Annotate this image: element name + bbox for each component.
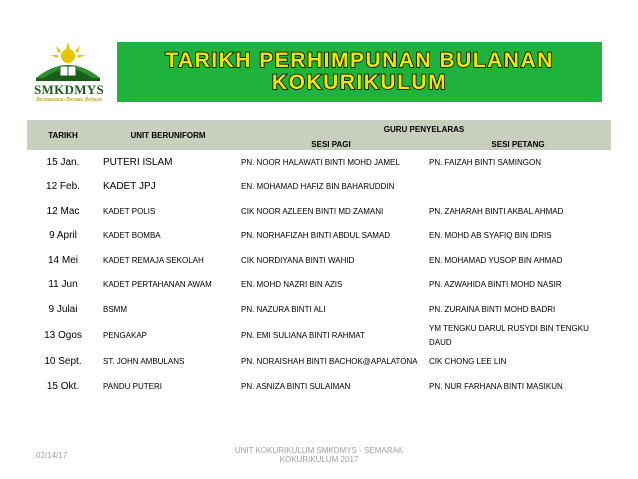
header-morning-session: SESI PAGI bbox=[237, 138, 425, 150]
cell-unit: PENGAKAP bbox=[103, 331, 148, 340]
cell-date: 13 Ogos bbox=[44, 330, 82, 341]
table-row bbox=[27, 297, 611, 322]
cell-morning-teacher: PN. ASNIZA BINTI SULAIMAN bbox=[241, 381, 351, 391]
cell-date: 9 Julai bbox=[48, 303, 78, 315]
cell-date: 9 April bbox=[49, 230, 77, 242]
cell-morning-teacher: PN. EMI SULIANA BINTI RAHMAT bbox=[241, 331, 365, 340]
cell-morning-teacher: PN. NORHAFIZAH BINTI ABDUL SAMAD bbox=[241, 231, 391, 241]
cell-unit: KADET BOMBA bbox=[103, 231, 161, 241]
school-logo bbox=[30, 40, 106, 104]
cell-date: 10 Sept. bbox=[44, 356, 82, 368]
cell-afternoon-teacher: YM TENGKU DARUL RUSYDI BIN TENGKU DAUD bbox=[429, 323, 589, 347]
cell-unit: KADET POLIS bbox=[103, 206, 156, 216]
cell-morning-teacher: PN. NOOR HALAWATI BINTI MOHD JAMEL bbox=[241, 157, 400, 167]
cell-morning-teacher: CIK NOOR AZLEEN BINTI MD ZAMANI bbox=[241, 206, 384, 216]
banner-title-line2: KOKURIKULUM bbox=[271, 71, 448, 94]
cell-morning-teacher: PN. NORAISHAH BINTI BACHOK@APALATONA bbox=[241, 356, 418, 366]
cell-morning-teacher: EN. MOHAMAD HAFIZ BIN BAHARUDDIN bbox=[241, 182, 395, 192]
school-crest-icon bbox=[30, 40, 106, 84]
cell-afternoon-teacher bbox=[425, 175, 611, 200]
cell-unit: PANDU PUTERI bbox=[103, 381, 162, 391]
cell-date: 14 Mei bbox=[47, 254, 78, 266]
cell-afternoon-teacher: PN. ZAHARAH BINTI AKBAL AHMAD bbox=[429, 206, 564, 216]
cell-afternoon-teacher: PN. ZURAINA BINTI MOHD BADRI bbox=[429, 304, 556, 314]
cell-unit: KADET REMAJA SEKOLAH bbox=[103, 255, 204, 265]
table-row bbox=[27, 350, 611, 375]
cell-date: 15 Jan. bbox=[46, 156, 80, 168]
cell-unit: PUTERI ISLAM bbox=[103, 156, 173, 168]
cell-unit: KADET JPJ bbox=[103, 181, 156, 193]
table-row bbox=[27, 150, 611, 175]
cell-date: 11 Jun bbox=[48, 279, 78, 291]
cell-date: 15 Okt. bbox=[46, 380, 80, 392]
schedule-table bbox=[27, 120, 611, 399]
table-row bbox=[27, 273, 611, 298]
table-row bbox=[27, 199, 611, 224]
cell-afternoon-teacher: PN. AZWAHIDA BINTI MOHD NASIR bbox=[429, 280, 562, 290]
table-row bbox=[27, 374, 611, 399]
header-unit: UNIT BERUNIFORM bbox=[99, 120, 237, 150]
table-row bbox=[27, 322, 611, 350]
cell-date: 12 Feb. bbox=[46, 181, 80, 193]
cell-unit: BSMM bbox=[103, 304, 127, 314]
footer-date: 02/14/17 bbox=[36, 451, 68, 460]
cell-afternoon-teacher: PN. NUR FARHANA BINTI MASIKUN bbox=[429, 381, 563, 391]
footer-title: UNIT KOKURIKULUM SMKDMYS - SEMARAK KOKURIKULUM 2017 bbox=[234, 446, 404, 464]
cell-morning-teacher: PN. NAZURA BINTI ALI bbox=[241, 304, 326, 314]
table-row bbox=[27, 175, 611, 200]
cell-morning-teacher: CIK NORDIYANA BINTI WAHID bbox=[241, 255, 355, 265]
school-motto: Berwawasan Bersatu Berjaya bbox=[36, 97, 102, 103]
banner-title-line1: TARIKH PERHIMPUNAN BULANAN bbox=[165, 49, 554, 72]
school-brand-name: SMKDMYS bbox=[34, 82, 104, 97]
cell-date: 12 Mac bbox=[46, 205, 80, 217]
header-teachers: GURU PENYELARAS bbox=[237, 120, 611, 138]
cell-afternoon-teacher: EN. MOHD AB SYAFIQ BIN IDRIS bbox=[429, 231, 552, 241]
title-banner bbox=[117, 42, 602, 102]
cell-afternoon-teacher: PN. FAIZAH BINTI SAMINGON bbox=[429, 157, 542, 167]
cell-afternoon-teacher: EN. MOHAMAD YUSOP BIN AHMAD bbox=[429, 255, 563, 265]
cell-unit: KADET PERTAHANAN AWAM bbox=[103, 280, 212, 290]
cell-afternoon-teacher: CIK CHONG LEE LIN bbox=[429, 357, 507, 367]
table-header-row bbox=[27, 120, 611, 138]
cell-morning-teacher: EN. MOHD NAZRI BIN AZIS bbox=[241, 280, 343, 290]
cell-unit: ST. JOHN AMBULANS bbox=[103, 357, 185, 367]
header-afternoon-session: SESI PETANG bbox=[425, 138, 611, 150]
table-row bbox=[27, 248, 611, 273]
header-date: TARIKH bbox=[27, 120, 99, 150]
table-row bbox=[27, 224, 611, 249]
